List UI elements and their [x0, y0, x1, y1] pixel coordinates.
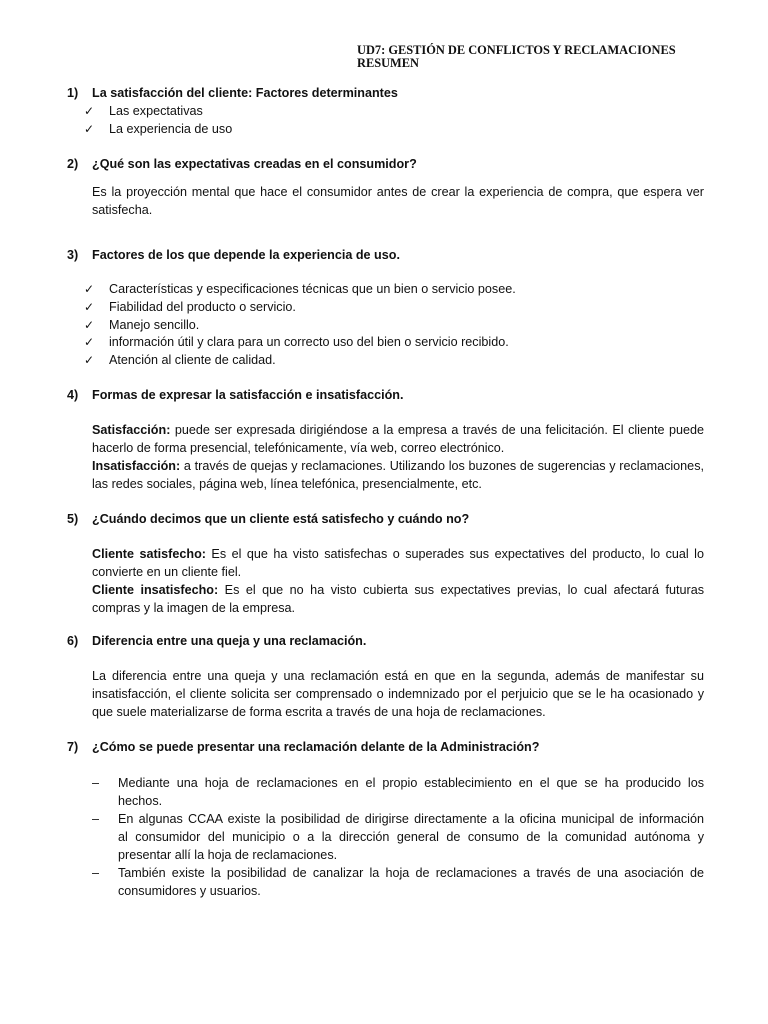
list-item-text: La experiencia de uso	[109, 122, 233, 136]
section-4-heading	[67, 386, 707, 404]
list-item-text: Las expectativas	[109, 104, 203, 118]
term-text: a través de quejas y reclamaciones. Utilizando los buzones de sugerencias y reclamaciones,	[180, 459, 704, 473]
paragraph-line: insatisfacción, el cliente solicita ser comprensado o indemnizado por el perjuicio que se le ha ocasionado y	[92, 687, 704, 701]
checkmark-icon: ✓	[84, 122, 95, 136]
section-2-paragraph	[92, 183, 704, 219]
paragraph-line: las redes sociales, página web, línea telefónica, presencialmente, etc.	[92, 477, 482, 491]
section-question: Diferencia entre una queja y una reclamación.	[92, 634, 367, 648]
list-item-text	[118, 864, 704, 900]
term-label: Insatisfacción:	[92, 459, 181, 473]
section-6-heading	[67, 632, 707, 650]
paragraph-line: que suele materializarse de forma escrita a través de una hoja de reclamaciones.	[92, 705, 546, 719]
list-item-text	[118, 810, 704, 864]
section-2-heading	[67, 155, 707, 173]
section-number: 4)	[67, 388, 79, 402]
section-number: 7)	[67, 740, 79, 754]
section-question: Factores de los que depende la experiencia de uso.	[92, 248, 400, 262]
section-number: 5)	[67, 512, 79, 526]
section-5-paragraph	[92, 545, 704, 617]
section-3-heading	[67, 246, 707, 264]
list-item-text	[118, 774, 704, 810]
paragraph-line: compras y la imagen de la empresa.	[92, 601, 295, 615]
checkmark-icon: ✓	[84, 318, 95, 332]
document-header	[357, 44, 737, 70]
paragraph-line	[92, 457, 704, 475]
paragraph-line: hacerlo de forma presencial, telefónicamente, vía web, correo electrónico.	[92, 441, 505, 455]
term-label: Satisfacción:	[92, 423, 171, 437]
list-item-text: Atención al cliente de calidad.	[109, 353, 276, 367]
section-number: 1)	[67, 86, 79, 100]
dash-bullet-icon: –	[92, 812, 100, 826]
section-number: 6)	[67, 634, 79, 648]
list-item	[84, 333, 704, 351]
paragraph-line	[92, 545, 704, 563]
list-line: En algunas CCAA existe la posibilidad de dirigirse directamente a la oficina municipal de información	[118, 812, 704, 826]
list-item	[84, 120, 704, 138]
list-line: presentar allí la hoja de reclamaciones.	[118, 848, 338, 862]
list-item-text: Características y especificaciones técnicas que un bien o servicio posee.	[109, 282, 516, 296]
list-item	[84, 316, 704, 334]
term-text: puede ser expresada dirigiéndose a la empresa a través de una felicitación. El cliente puede	[170, 423, 704, 437]
list-item	[84, 280, 704, 298]
header-title: UD7: GESTIÓN DE CONFLICTOS Y RECLAMACIONES	[357, 43, 676, 57]
header-subtitle: RESUMEN	[357, 56, 419, 70]
list-line: También existe la posibilidad de canalizar la hoja de reclamaciones a través de una asociación de	[118, 866, 704, 880]
list-item-text: información útil y clara para un correcto uso del bien o servicio recibido.	[109, 335, 509, 349]
section-question: La satisfacción del cliente: Factores determinantes	[92, 86, 398, 100]
term-label: Cliente satisfecho:	[92, 547, 206, 561]
dash-bullet-icon: –	[92, 866, 100, 880]
list-item	[84, 298, 704, 316]
section-5-heading	[67, 510, 707, 528]
section-number: 3)	[67, 248, 79, 262]
checkmark-icon: ✓	[84, 104, 95, 118]
section-question: ¿Qué son las expectativas creadas en el consumidor?	[92, 157, 417, 171]
checkmark-icon: ✓	[84, 282, 95, 296]
list-item-text: Fiabilidad del producto o servicio.	[109, 300, 296, 314]
section-question: ¿Cuándo decimos que un cliente está satisfecho y cuándo no?	[92, 512, 470, 526]
paragraph-line	[92, 581, 704, 599]
section-question: Formas de expresar la satisfacción e insatisfacción.	[92, 388, 404, 402]
list-line: al consumidor del municipio o a la dirección general de consumo de la comunidad autónoma y	[118, 830, 704, 844]
list-line: Mediante una hoja de reclamaciones en el propio establecimiento en el que se ha producido los	[118, 776, 704, 790]
term-text: Es el que ha visto satisfechas o superades sus expectatives del producto, lo cual lo	[205, 547, 704, 561]
paragraph-line: La diferencia entre una queja y una reclamación está en que en la segunda, además de manifestar su	[92, 669, 704, 683]
dash-bullet-icon: –	[92, 776, 100, 790]
list-item-text: Manejo sencillo.	[109, 318, 200, 332]
section-7-heading	[67, 738, 707, 756]
checkmark-icon: ✓	[84, 335, 95, 349]
list-line: hechos.	[118, 794, 163, 808]
paragraph-line: convierte en un cliente fiel.	[92, 565, 242, 579]
section-number: 2)	[67, 157, 79, 171]
paragraph-line: Es la proyección mental que hace el consumidor antes de crear la experiencia de compra, que espera ver	[92, 185, 704, 199]
checkmark-icon: ✓	[84, 300, 95, 314]
section-6-paragraph	[92, 667, 704, 721]
term-text: Es el que no ha visto cubierta sus expectatives previas, lo cual afectará futuras	[218, 583, 704, 597]
term-label: Cliente insatisfecho:	[92, 583, 219, 597]
section-question: ¿Cómo se puede presentar una reclamación delante de la Administración?	[92, 740, 540, 754]
checkmark-icon: ✓	[84, 353, 95, 367]
list-item	[84, 102, 704, 120]
paragraph-line: satisfecha.	[92, 203, 153, 217]
paragraph-line	[92, 421, 704, 439]
list-item	[84, 351, 704, 369]
section-4-paragraph	[92, 421, 704, 493]
list-line: consumidores y usuarios.	[118, 884, 261, 898]
section-1-heading	[67, 84, 707, 102]
